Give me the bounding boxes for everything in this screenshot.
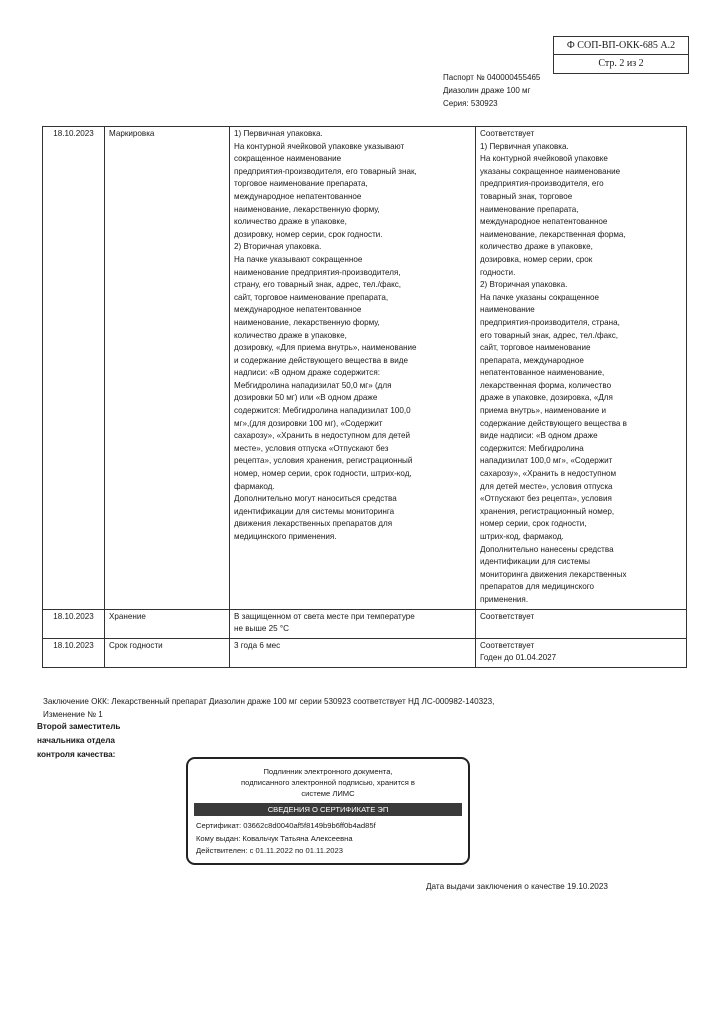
signer-title: [37, 720, 120, 762]
requirement-line: наименование, лекарственную форму,: [234, 204, 380, 214]
result-line: для детей месте», условия отпуска: [480, 481, 613, 491]
result-line: приема внутрь», наименование и: [480, 406, 606, 416]
table-row: [43, 609, 687, 638]
requirement-line: номер, номер серии, срок годности, штрих-код,: [234, 469, 412, 479]
result-line: мониторинга движения лекарственных: [480, 569, 627, 579]
result-line: Соответствует: [480, 129, 535, 138]
result-line: виде надписи: «В одном драже: [480, 431, 598, 441]
requirement-line: количество драже в упаковке,: [234, 330, 347, 340]
result-line: дозировка, номер серии, срок: [480, 254, 593, 264]
table-row: [43, 638, 687, 667]
requirement-line: надписи: «В одном драже содержится:: [234, 368, 380, 378]
requirement-line: торговое наименование препарата,: [234, 179, 368, 189]
conclusion: [43, 695, 494, 721]
result-line: Соответствует: [480, 611, 535, 621]
requirement-line: мг»,(для дозировки 100 мг), «Содержит: [234, 418, 383, 428]
series-number: Серия: 530923: [443, 99, 498, 108]
requirement-line: сайт, торговое наименование препарата,: [234, 292, 389, 302]
result-line: На пачке указаны сокращенное: [480, 292, 600, 302]
requirement-line: движения лекарственных препаратов для: [234, 519, 393, 529]
result-line: содержится: Мебгидролина: [480, 443, 584, 453]
test-results-table: [42, 126, 687, 668]
row-date: 18.10.2023: [43, 638, 105, 667]
requirement-line: 1) Первичная упаковка.: [234, 129, 323, 138]
document-code: Ф СОП-ВП-ОКК-685 А.2: [566, 40, 676, 51]
result-line: драже в упаковке, дозировка, «Для: [480, 393, 613, 403]
requirement-line: 3 года 6 мес: [234, 640, 281, 650]
requirement-line: дозировку, «Для приема внутрь», наименование: [234, 343, 417, 353]
electronic-signature-stamp: [186, 757, 470, 865]
requirement-line: идентификации для системы мониторинга: [234, 506, 395, 516]
result-line: нападизилат 100,0 мг», «Содержит: [480, 456, 613, 466]
page-number: Стр. 2 из 2: [554, 54, 688, 72]
requirement-line: На пачке указывают сокращенное: [234, 254, 363, 264]
result-line: сахарозу», «Хранить в недоступном: [480, 469, 617, 479]
result-line: количество драже в упаковке,: [480, 242, 593, 252]
row-property: Хранение: [105, 609, 230, 638]
requirement-line: сокращенное наименование: [234, 154, 342, 164]
requirement-line: наименование, лекарственную форму,: [234, 317, 380, 327]
result-line: непатентованное наименование,: [480, 368, 605, 378]
result-line: Соответствует: [480, 640, 535, 650]
row-date: 18.10.2023: [43, 127, 105, 610]
requirement-line: рецепта», условия хранения, регистрационный: [234, 456, 413, 466]
result-line: номер серии, срок годности,: [480, 519, 587, 529]
row-result: [476, 609, 687, 638]
row-property: Срок годности: [105, 638, 230, 667]
result-line: Годен до 01.04.2027: [480, 653, 557, 663]
row-date: 18.10.2023: [43, 609, 105, 638]
requirement-line: страну, его товарный знак, адрес, тел./факс,: [234, 280, 402, 290]
result-line: Дополнительно нанесены средства: [480, 544, 614, 554]
result-line: хранения, регистрационный номер,: [480, 506, 615, 516]
product-name: Диазолин драже 100 мг: [443, 86, 531, 95]
requirement-line: медицинского применения.: [234, 532, 337, 541]
result-line: наименование: [480, 305, 535, 315]
signer-line3: контроля качества:: [37, 750, 116, 759]
result-line: сайт, торговое наименование: [480, 343, 591, 353]
esign-line1: Подлинник электронного документа,: [263, 767, 393, 776]
requirement-line: фармакод.: [234, 481, 275, 491]
result-line: 2) Вторичная упаковка.: [480, 280, 568, 290]
result-line: «Отпускают без рецепта», условия: [480, 494, 612, 504]
result-line: содержание действующего вещества в: [480, 418, 627, 428]
requirement-line: и содержание действующего вещества в виде: [234, 355, 409, 365]
result-line: указаны сокращенное наименование: [480, 166, 621, 176]
requirement-line: содержится: Мебгидролина нападизилат 100,0: [234, 406, 411, 416]
table-row: [43, 127, 687, 610]
requirement-line: месте», условия отпуска «Отпускают без: [234, 443, 389, 453]
signer-line1: Второй заместитель: [37, 722, 121, 731]
conclusion-line1: Заключение ОКК: Лекарственный препарат Диазолин драже 100 мг серии 530923 соответствует НД ЛС-000982-140323,: [43, 697, 495, 706]
esign-line3: системе ЛИМС: [301, 789, 355, 798]
result-line: препарата, международное: [480, 355, 584, 365]
requirement-line: На контурной ячейковой упаковке указывают: [234, 141, 405, 151]
issue-date: Дата выдачи заключения о качестве 19.10.2023: [426, 882, 608, 891]
esign-line2: подписанного электронной подписью, хранится в: [241, 778, 415, 787]
requirement-line: Мебгидролина нападизилат 50,0 мг» (для: [234, 380, 392, 390]
result-line: применения.: [480, 594, 529, 604]
result-line: предприятия-производителя, страна,: [480, 317, 620, 327]
requirement-line: международное непатентованное: [234, 191, 362, 201]
esign-certificate-bar: СВЕДЕНИЯ О СЕРТИФИКАТЕ ЭП: [194, 803, 462, 816]
requirement-line: дозировку, номер серии, срок годности.: [234, 229, 383, 239]
result-line: препаратов для медицинского: [480, 582, 595, 592]
requirement-line: количество драже в упаковке,: [234, 217, 347, 227]
result-line: его товарный знак, адрес, тел./факс,: [480, 330, 619, 340]
result-line: наименование препарата,: [480, 204, 579, 214]
row-requirement: [230, 609, 476, 638]
result-line: годности.: [480, 267, 516, 277]
requirement-line: 2) Вторичная упаковка.: [234, 242, 322, 252]
esign-validity: Действителен: с 01.11.2022 по 01.11.2023: [196, 846, 343, 855]
esign-owner: Кому выдан: Ковальчук Татьяна Алексеевна: [196, 833, 353, 843]
requirement-line: наименование предприятия-производителя,: [234, 267, 401, 277]
result-line: наименование, лекарственная форма,: [480, 229, 626, 239]
result-line: предприятия-производителя, его: [480, 179, 604, 189]
result-line: На контурной ячейковой упаковке: [480, 154, 608, 164]
result-line: товарный знак, торговое: [480, 191, 573, 201]
requirement-line: В защищенном от света месте при температуре: [234, 611, 415, 621]
row-result: [476, 638, 687, 667]
result-line: 1) Первичная упаковка.: [480, 141, 569, 151]
conclusion-line2: Изменение № 1: [43, 710, 103, 719]
result-line: штрих-код, фармакод.: [480, 532, 564, 541]
requirement-line: предприятия-производителя, его товарный знак,: [234, 166, 417, 176]
requirement-line: международное непатентованное: [234, 305, 362, 315]
requirement-line: Дополнительно могут наноситься средства: [234, 494, 397, 504]
row-property: Маркировка: [105, 127, 230, 610]
signer-line2: начальника отдела: [37, 736, 115, 745]
passport-number: Паспорт № 040000455465: [443, 73, 541, 82]
requirement-line: дозировки 50 мг) или «В одном драже: [234, 393, 378, 403]
row-result: [476, 127, 687, 610]
result-line: идентификации для системы: [480, 557, 590, 567]
result-line: международное непатентованное: [480, 217, 608, 227]
document-code-box: [553, 36, 689, 74]
row-requirement: [230, 127, 476, 610]
passport-info: [443, 71, 540, 110]
row-requirement: [230, 638, 476, 667]
result-line: лекарственная форма, количество: [480, 380, 612, 390]
esign-certificate: Сертификат: 03662c8d0040af5f8149b9b6ff0b4ad85f: [196, 821, 376, 830]
requirement-line: сахарозу», «Хранить в недоступном для детей: [234, 431, 411, 441]
requirement-line: не выше 25 °С: [234, 624, 289, 634]
